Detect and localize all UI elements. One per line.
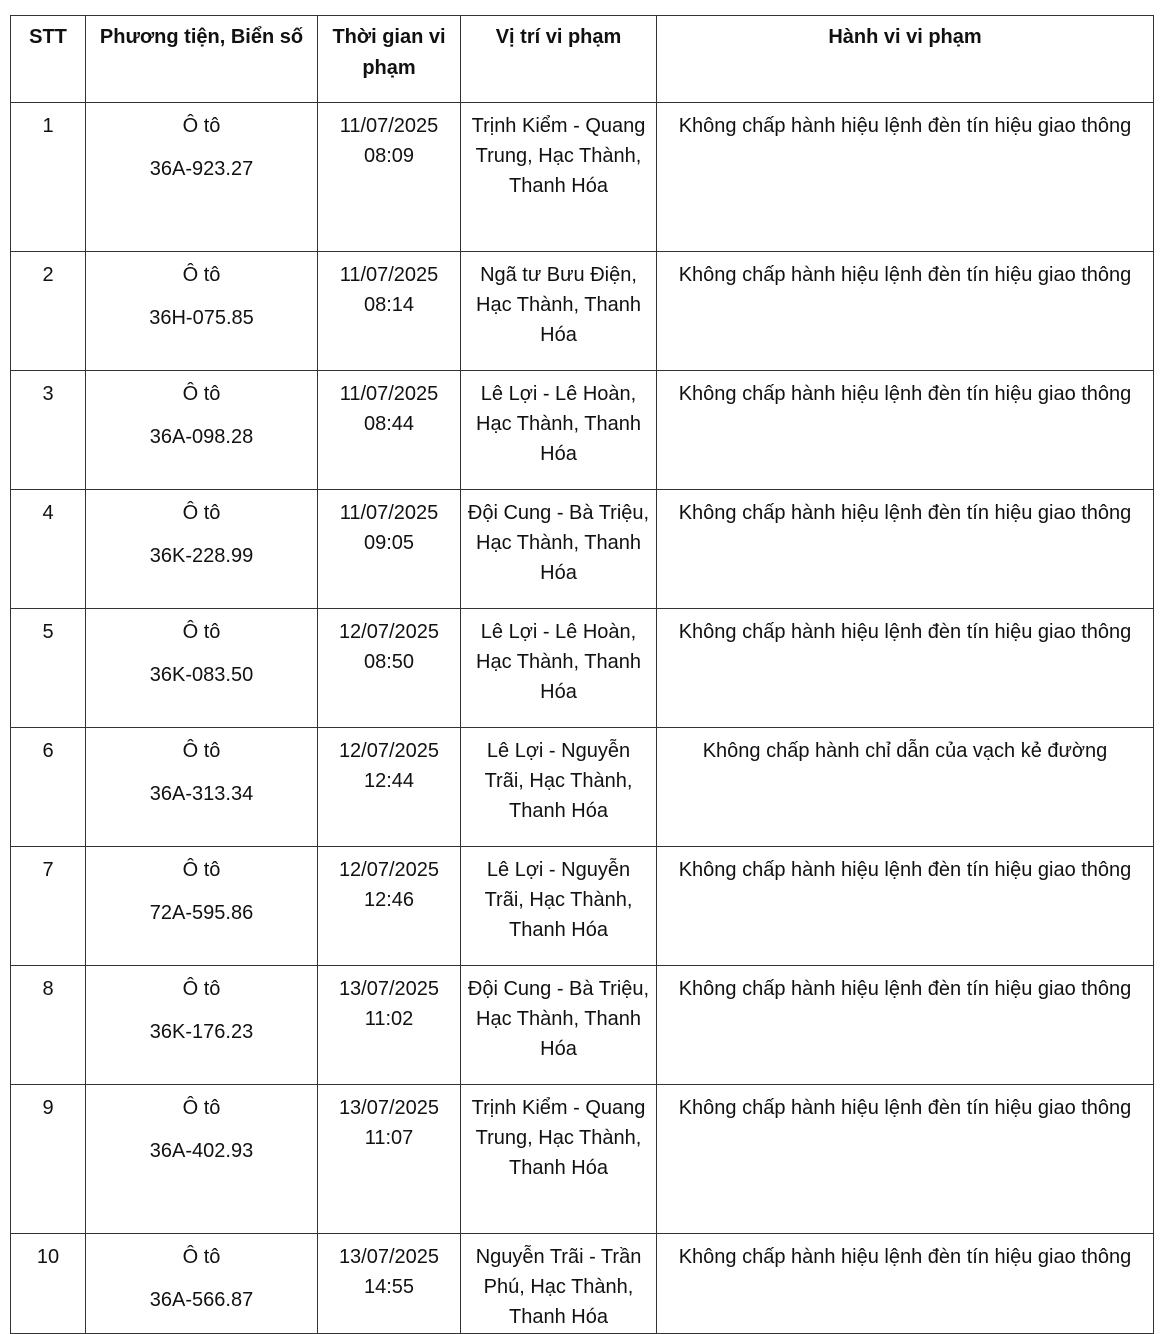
- table-row: [11, 1085, 1154, 1234]
- cell-time: [318, 966, 461, 1085]
- cell-time: [318, 1234, 461, 1334]
- cell-stt: 7: [11, 847, 86, 966]
- violation-date: 12/07/2025: [338, 621, 440, 643]
- license-plate: 36A-313.34: [149, 783, 254, 805]
- cell-stt: 10: [11, 1234, 86, 1334]
- violation-date: 11/07/2025: [339, 383, 439, 405]
- violation-date: 11/07/2025: [339, 502, 439, 524]
- vehicle-type: Ô tô: [182, 621, 221, 643]
- violation-time: 09:05: [363, 532, 415, 554]
- cell-location: Đội Cung - Bà Triệu, Hạc Thành, Thanh Hóa: [461, 966, 657, 1085]
- cell-location: Lê Lợi - Lê Hoàn, Hạc Thành, Thanh Hóa: [461, 609, 657, 728]
- table-body: [11, 103, 1154, 1334]
- cell-location: Lê Lợi - Nguyễn Trãi, Hạc Thành, Thanh Hóa: [461, 728, 657, 847]
- cell-violation: Không chấp hành hiệu lệnh đèn tín hiệu giao thông: [657, 1085, 1154, 1234]
- license-plate: 36K-228.99: [149, 545, 254, 567]
- cell-location: Lê Lợi - Lê Hoàn, Hạc Thành, Thanh Hóa: [461, 371, 657, 490]
- violation-time: 08:50: [363, 651, 415, 673]
- cell-violation: Không chấp hành chỉ dẫn của vạch kẻ đường: [657, 728, 1154, 847]
- cell-vehicle: [86, 966, 318, 1085]
- cell-stt: 6: [11, 728, 86, 847]
- violation-date: 11/07/2025: [339, 264, 439, 286]
- license-plate: 36H-075.85: [149, 307, 254, 329]
- cell-time: [318, 1085, 461, 1234]
- violation-time: 11:02: [364, 1008, 414, 1030]
- cell-location: Trịnh Kiểm - Quang Trung, Hạc Thành, Thanh Hóa: [461, 103, 657, 252]
- cell-vehicle: [86, 490, 318, 609]
- license-plate: 36K-176.23: [149, 1021, 254, 1043]
- cell-location: Nguyễn Trãi - Trần Phú, Hạc Thành, Thanh Hóa: [461, 1234, 657, 1334]
- violation-time: 14:55: [363, 1276, 415, 1298]
- table-row: [11, 847, 1154, 966]
- violation-date: 12/07/2025: [338, 740, 440, 762]
- table-row: [11, 103, 1154, 252]
- vehicle-type: Ô tô: [182, 1097, 221, 1119]
- cell-time: [318, 371, 461, 490]
- cell-violation: Không chấp hành hiệu lệnh đèn tín hiệu giao thông: [657, 252, 1154, 371]
- violations-table: [10, 15, 1154, 1334]
- table-row: [11, 490, 1154, 609]
- violation-time: 11:07: [364, 1127, 414, 1149]
- violation-date: 13/07/2025: [338, 1246, 440, 1268]
- violation-date: 11/07/2025: [339, 115, 439, 137]
- cell-violation: Không chấp hành hiệu lệnh đèn tín hiệu giao thông: [657, 966, 1154, 1085]
- cell-vehicle: [86, 371, 318, 490]
- cell-location: Lê Lợi - Nguyễn Trãi, Hạc Thành, Thanh Hóa: [461, 847, 657, 966]
- vehicle-type: Ô tô: [182, 383, 221, 405]
- table-row: [11, 1234, 1154, 1334]
- table-row: [11, 252, 1154, 371]
- license-plate: 36A-923.27: [149, 158, 254, 180]
- violation-date: 12/07/2025: [338, 859, 440, 881]
- cell-violation: Không chấp hành hiệu lệnh đèn tín hiệu giao thông: [657, 371, 1154, 490]
- cell-time: [318, 490, 461, 609]
- header-vehicle-plate: Phương tiện, Biển số: [86, 16, 318, 103]
- license-plate: 36A-098.28: [149, 426, 254, 448]
- license-plate: 36A-566.87: [149, 1289, 254, 1311]
- license-plate: 36K-083.50: [149, 664, 254, 686]
- cell-stt: 4: [11, 490, 86, 609]
- cell-stt: 8: [11, 966, 86, 1085]
- cell-time: [318, 847, 461, 966]
- cell-stt: 3: [11, 371, 86, 490]
- cell-location: Ngã tư Bưu Điện, Hạc Thành, Thanh Hóa: [461, 252, 657, 371]
- header-row: [11, 16, 1154, 103]
- cell-violation: Không chấp hành hiệu lệnh đèn tín hiệu giao thông: [657, 609, 1154, 728]
- cell-violation: Không chấp hành hiệu lệnh đèn tín hiệu giao thông: [657, 847, 1154, 966]
- cell-stt: 2: [11, 252, 86, 371]
- violation-time: 08:14: [363, 294, 415, 316]
- cell-location: Đội Cung - Bà Triệu, Hạc Thành, Thanh Hóa: [461, 490, 657, 609]
- cell-stt: 5: [11, 609, 86, 728]
- table-row: [11, 371, 1154, 490]
- cell-time: [318, 728, 461, 847]
- cell-vehicle: [86, 1234, 318, 1334]
- cell-violation: Không chấp hành hiệu lệnh đèn tín hiệu giao thông: [657, 490, 1154, 609]
- vehicle-type: Ô tô: [182, 502, 221, 524]
- violation-date: 13/07/2025: [338, 1097, 440, 1119]
- header-time: Thời gian vi phạm: [318, 16, 461, 103]
- vehicle-type: Ô tô: [182, 978, 221, 1000]
- violation-time: 08:44: [363, 413, 415, 435]
- violation-time: 08:09: [363, 145, 415, 167]
- violation-time: 12:44: [363, 770, 415, 792]
- vehicle-type: Ô tô: [182, 264, 221, 286]
- vehicle-type: Ô tô: [182, 740, 221, 762]
- cell-vehicle: [86, 847, 318, 966]
- cell-time: [318, 252, 461, 371]
- cell-time: [318, 609, 461, 728]
- cell-time: [318, 103, 461, 252]
- cell-violation: Không chấp hành hiệu lệnh đèn tín hiệu giao thông: [657, 103, 1154, 252]
- table-row: [11, 609, 1154, 728]
- table-row: [11, 966, 1154, 1085]
- cell-vehicle: [86, 252, 318, 371]
- cell-stt: 1: [11, 103, 86, 252]
- cell-vehicle: [86, 609, 318, 728]
- violation-time: 12:46: [363, 889, 415, 911]
- cell-violation: Không chấp hành hiệu lệnh đèn tín hiệu giao thông: [657, 1234, 1154, 1334]
- cell-vehicle: [86, 103, 318, 252]
- vehicle-type: Ô tô: [182, 1246, 221, 1268]
- cell-vehicle: [86, 1085, 318, 1234]
- header-location: Vị trí vi phạm: [461, 16, 657, 103]
- header-violation: Hành vi vi phạm: [657, 16, 1154, 103]
- vehicle-type: Ô tô: [182, 859, 221, 881]
- cell-stt: 9: [11, 1085, 86, 1234]
- vehicle-type: Ô tô: [182, 115, 221, 137]
- table-row: [11, 728, 1154, 847]
- cell-vehicle: [86, 728, 318, 847]
- cell-location: Trịnh Kiểm - Quang Trung, Hạc Thành, Thanh Hóa: [461, 1085, 657, 1234]
- header-stt: STT: [11, 16, 86, 103]
- violation-date: 13/07/2025: [338, 978, 440, 1000]
- license-plate: 72A-595.86: [149, 902, 254, 924]
- license-plate: 36A-402.93: [149, 1140, 254, 1162]
